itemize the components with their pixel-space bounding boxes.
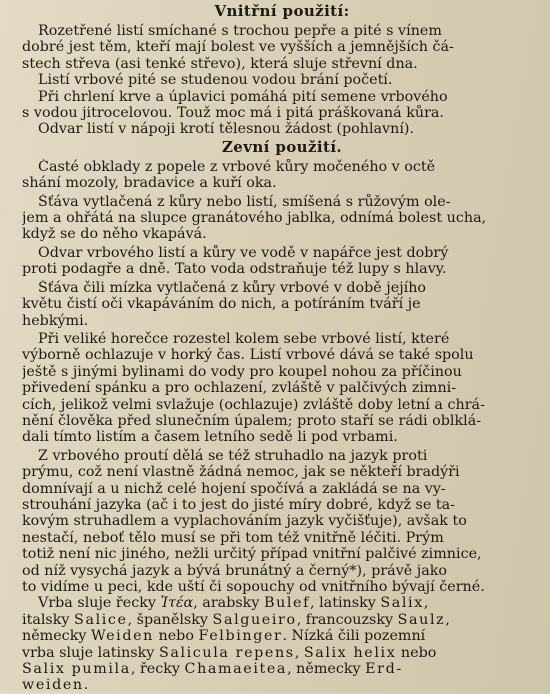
text-line: vrba sluje latinsky Salicula repens, Salix helix nebo — [22, 644, 437, 661]
text-line: ještě s jinými bylinami do vody pro koupel nohou za příčinou — [22, 363, 462, 380]
text-line: totiž není nic jiného, nežli určitý případ vnitřní palčivé zimnice, — [22, 546, 482, 563]
latin-name: Salix — [380, 595, 424, 612]
paragraph — [22, 23, 542, 72]
latin-name-alt: Salix helix — [303, 644, 397, 661]
text-line: Při veliké horečce rozestel kolem sebe vrbové listí, které — [38, 330, 450, 347]
text-line: nestačí, neboť tělo musí se při tom též vnitřně léčiti. Prým — [22, 529, 444, 546]
text-line: německy Weiden nebo Felbinger. Nízká čili pozemní — [22, 628, 426, 645]
paragraph — [22, 280, 542, 329]
latin-name: Salicula repens — [158, 644, 295, 661]
german-name-alt: Felbinger — [198, 628, 283, 645]
german-name: Erd- — [365, 661, 403, 678]
text-line: proti podagře a dně. Tato voda odstraňuje též lupy s hlavy. — [22, 261, 447, 278]
italian-name: Salice — [74, 611, 128, 628]
text-line: Salix pumila, řecky Chamaeitea, německy Erd- — [22, 661, 403, 678]
text-line: od níž vysychá jazyk a bývá brunátný a černý*), právě jako — [22, 562, 448, 579]
text-line: s vodou jitrocelovou. Touž moc má i pitá práškovaná kůra. — [22, 105, 444, 122]
paragraph — [22, 448, 542, 596]
latin-name: Salix pumila — [22, 661, 131, 678]
text-line: výborně ochlazuje v horký čas. Listí vrbové dává se také spolu — [22, 347, 474, 364]
text-line: dali tímto listím a časem letního sedě li pod vrbami. — [22, 429, 398, 446]
text-line: dobré jest těm, kteří mají bolest ve vyšších a jemnějších čá- — [22, 39, 454, 56]
spanish-name: Salgueiro — [212, 611, 297, 628]
text-line: nění člověka před slunečním úpalem; proto staří se rádi oblklá- — [22, 412, 482, 429]
text-line: kovým struhadlem a vyplachováním jazyk vyčišťuje), avšak to — [22, 513, 467, 530]
text-line: hebkými. — [22, 312, 89, 329]
text-line: jem a ohřátá na slupce granátového jablka, odnímá bolest ucha, — [22, 210, 487, 227]
text-line: Při chrlení krve a úplavici pomáhá pití semene vrbového — [38, 88, 448, 105]
text-line: květu čistí oči vkapáváním do nich, a potíráním tváří je — [22, 296, 421, 313]
text-line: cích, jelikož velmi svlažuje (ochlazuje) zvláště doby letní a chrá- — [22, 396, 485, 413]
text-line: to vidíme u peci, kde uští či sopouchy od vnitřního bývají černé. — [22, 579, 485, 595]
arabic-name: Bulef — [263, 595, 311, 612]
greek-name: Ἰτέα — [160, 595, 194, 612]
text-line: Z vrbového proutí dělá se též struhadlo na jazyk proti — [38, 447, 428, 464]
text-line: prýmu, což není vlastně žádná nemoc, jak se někteří bradýři — [22, 464, 460, 481]
text-line: italsky Salice, španělsky Salgueiro, francouzsky Saulz, — [22, 611, 450, 628]
paragraph — [22, 121, 542, 137]
text-line: Vrba sluje řecky Ἰτέα, arabsky Bulef, latinsky Salix, — [38, 595, 429, 612]
text-line: domnívají a u nichž celé hojení spočívá a zakládá se na vy- — [22, 480, 446, 497]
section-heading-internal-use: Vnitřní použití: — [214, 2, 350, 20]
text-line: když se do něho vkapává. — [22, 226, 207, 243]
text-line: Odvar listí v nápoji krotí tělesnou žádost (pohlavní). — [38, 121, 415, 138]
german-name: weiden. — [22, 677, 90, 694]
german-name: Weiden — [90, 628, 154, 645]
greek-name: Chamaeitea — [184, 661, 288, 678]
text-line: Odvar vrbového listí a kůry ve vodě v napářce jest dobrý — [38, 244, 449, 261]
paragraph — [22, 245, 542, 278]
text-line: Rozetřené listí smíchané s trochou pepře a pité s vínem — [38, 23, 442, 39]
text-line: Listí vrbové pité se studenou vodou brání početí. — [38, 72, 393, 89]
text-line: přivedení spánku a pro ochlazení, zvláště v palčivých zimni- — [22, 380, 457, 397]
text-line — [22, 677, 542, 693]
plant-names-paragraph — [22, 595, 542, 693]
paragraph — [22, 89, 542, 122]
text-line: stech střeva (asi tenké střevo), která sluje střevní dna. — [22, 55, 418, 72]
french-name: Saulz — [397, 611, 446, 628]
paragraph — [22, 159, 542, 192]
paragraph — [22, 194, 542, 243]
paragraph — [22, 331, 542, 446]
paragraph — [22, 72, 542, 88]
section-heading-external-use: Zevní použití. — [221, 137, 343, 156]
text-line: Šťáva vytlačená z kůry nebo listí, smíšená s růžovým ole- — [38, 193, 451, 210]
text-line: shání mozoly, bradavice a kuří oka. — [22, 175, 277, 192]
text-line: Šťáva čili mízka vytlačená z kůry vrbové v době jejího — [38, 279, 427, 296]
text-line: strouhání jazyka (ač i to jest do jisté míry dobré, když se ta- — [22, 496, 455, 513]
text-line: Časté obklady z popele z vrbové kůry močeného v octě — [38, 158, 436, 175]
